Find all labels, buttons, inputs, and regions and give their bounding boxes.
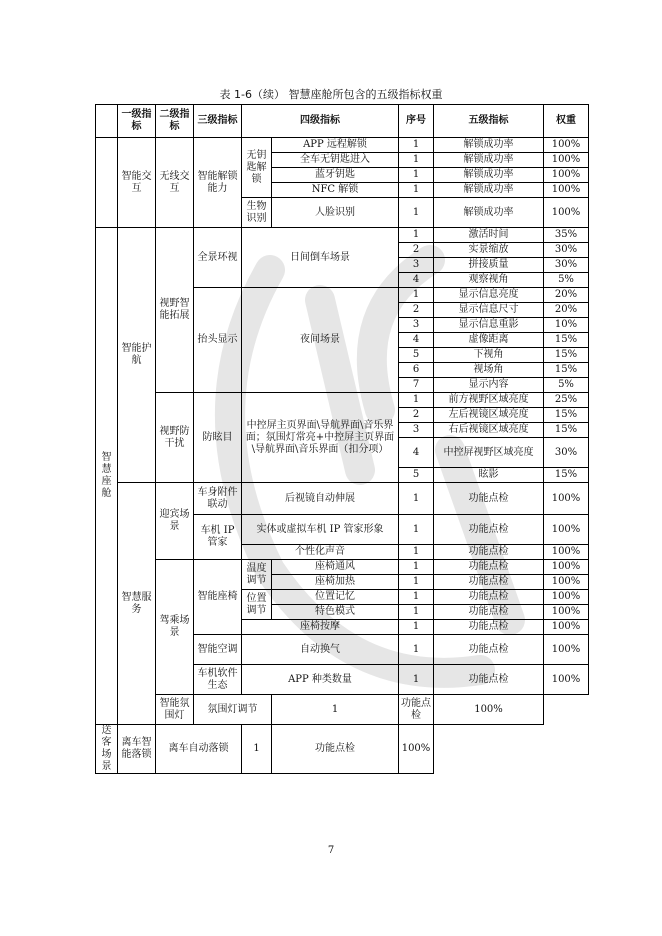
seq-cell: 3 (399, 258, 434, 273)
level5-cell: 解锁成功率 (434, 198, 544, 228)
level5-cell: 左后视镜区域亮度 (434, 408, 544, 423)
weight-cell: 20% (544, 288, 589, 303)
weight-cell: 15% (544, 348, 589, 363)
level5-cell: 右后视镜区域亮度 (434, 423, 544, 438)
level4-group-cell: 温度调节 (242, 560, 272, 590)
level5-cell: 功能点检 (434, 635, 544, 665)
seq-cell: 4 (399, 333, 434, 348)
weight-cell: 100% (544, 545, 589, 560)
level3-cell: 车机软件生态 (194, 665, 242, 695)
level3-cell: 车身附件联动 (194, 483, 242, 515)
level2-cell: 视野智能拓展 (156, 228, 194, 393)
level5-cell: 功能点检 (434, 665, 544, 695)
weight-cell: 30% (544, 243, 589, 258)
seq-cell: 2 (399, 408, 434, 423)
col-header-blank (96, 105, 118, 138)
col-header-l4: 四级指标 (242, 105, 399, 138)
seq-cell: 1 (399, 288, 434, 303)
weight-cell: 100% (544, 560, 589, 575)
level5-cell: 显示信息尺寸 (434, 303, 544, 318)
col-header-l3: 三级指标 (194, 105, 242, 138)
seq-cell: 1 (399, 605, 434, 620)
weight-cell: 100% (544, 605, 589, 620)
level4-cell: APP 种类数量 (242, 665, 399, 695)
level0-cell: 智慧座舱 (96, 228, 118, 725)
level4-cell: 实体或虚拟车机 IP 管家形象 (242, 515, 399, 545)
weight-cell: 15% (544, 408, 589, 423)
level2-cell: 驾乘场景 (156, 560, 194, 695)
col-header-l1: 一级指标 (118, 105, 156, 138)
weight-cell: 100% (544, 575, 589, 590)
seq-cell: 1 (399, 198, 434, 228)
level0-cell (96, 138, 118, 228)
level5-cell: 功能点检 (434, 605, 544, 620)
level5-cell: 解锁成功率 (434, 168, 544, 183)
header-row (96, 105, 589, 138)
level1-cell: 智能护航 (118, 228, 156, 483)
level5-cell: 激活时间 (434, 228, 544, 243)
table-row (96, 393, 589, 408)
seq-cell: 3 (399, 423, 434, 438)
col-header-l2: 二级指标 (156, 105, 194, 138)
seq-cell: 4 (399, 438, 434, 468)
seq-cell: 1 (399, 635, 434, 665)
level5-cell: 功能点检 (434, 620, 544, 635)
level4-cell: 氛围灯调节 (194, 695, 272, 725)
level3-cell: 抬头显示 (194, 288, 242, 393)
level4-cell: 离车自动落锁 (156, 725, 242, 774)
level4-cell: 个性化声音 (242, 545, 399, 560)
weight-cell: 100% (544, 138, 589, 153)
table-row (96, 560, 589, 575)
level4-group-cell: 位置调节 (242, 590, 272, 620)
level3-cell: 防眩目 (194, 393, 242, 483)
seq-cell: 7 (399, 378, 434, 393)
table-row (96, 483, 589, 515)
seq-cell: 3 (399, 318, 434, 333)
seq-cell: 1 (399, 665, 434, 695)
col-header-no: 序号 (399, 105, 434, 138)
level4-cell: 中控屏主页界面\导航界面\音乐界面；氛围灯常亮+中控屏主页界面\导航界面\音乐界面（扣分项） (242, 393, 399, 483)
level4-cell: 日间倒车场景 (242, 228, 399, 288)
level3-cell: 智能座椅 (194, 560, 242, 635)
level5-cell: 解锁成功率 (434, 183, 544, 198)
level2-cell: 送客场景 (96, 725, 118, 774)
level3-cell: 车机 IP 管家 (194, 515, 242, 560)
weight-cell: 100% (544, 515, 589, 545)
weight-cell: 30% (544, 258, 589, 273)
level4-cell: 位置记忆 (272, 590, 399, 605)
level5-cell: 实景缩放 (434, 243, 544, 258)
level2-cell: 迎宾场景 (156, 483, 194, 560)
level4-cell: 自动换气 (242, 635, 399, 665)
level3-cell: 离车智能落锁 (118, 725, 156, 774)
seq-cell: 1 (399, 620, 434, 635)
weight-cell: 100% (544, 590, 589, 605)
level4-cell: 人脸识别 (272, 198, 399, 228)
seq-cell: 1 (399, 168, 434, 183)
page-number: 7 (327, 845, 335, 856)
level4-cell: NFC 解锁 (272, 183, 399, 198)
level4-cell: 后视镜自动伸展 (242, 483, 399, 515)
level5-cell: 拼接质量 (434, 258, 544, 273)
seq-cell: 5 (399, 468, 434, 483)
level3-cell: 全景环视 (194, 228, 242, 288)
level5-cell: 虚像距离 (434, 333, 544, 348)
seq-cell: 5 (399, 348, 434, 363)
seq-cell: 4 (399, 273, 434, 288)
weight-cell: 15% (544, 363, 589, 378)
col-header-weight: 权重 (544, 105, 589, 138)
weight-cell: 5% (544, 273, 589, 288)
seq-cell: 1 (399, 560, 434, 575)
weight-cell: 15% (544, 423, 589, 438)
weight-cell: 25% (544, 393, 589, 408)
seq-cell: 6 (399, 363, 434, 378)
level5-cell: 解锁成功率 (434, 153, 544, 168)
weight-cell: 100% (434, 695, 544, 725)
table-row (96, 138, 589, 153)
level5-cell: 下视角 (434, 348, 544, 363)
weight-cell: 100% (544, 168, 589, 183)
weight-cell: 30% (544, 438, 589, 468)
table-caption: 表 1-6（续） 智慧座舱所包含的五级指标权重 (219, 88, 443, 101)
level4-cell: 特色模式 (272, 605, 399, 620)
weight-cell: 100% (544, 483, 589, 515)
seq-cell: 1 (399, 483, 434, 515)
seq-cell: 1 (399, 138, 434, 153)
weight-cell: 100% (544, 198, 589, 228)
level5-cell: 功能点检 (434, 483, 544, 515)
level3-cell: 智能空调 (194, 635, 242, 665)
level5-cell: 显示信息亮度 (434, 288, 544, 303)
level5-cell: 前方视野区域亮度 (434, 393, 544, 408)
level4-cell: 蓝牙钥匙 (272, 168, 399, 183)
seq-cell: 1 (399, 575, 434, 590)
level3-cell: 智能氛围灯 (156, 695, 194, 725)
weight-cell: 100% (544, 665, 589, 695)
level4-group-cell: 无钥匙解锁 (242, 138, 272, 198)
weight-cell: 100% (544, 153, 589, 168)
level2-cell: 无线交互 (156, 138, 194, 228)
seq-cell: 1 (399, 183, 434, 198)
table-row (96, 725, 589, 774)
level5-cell: 功能点检 (272, 725, 399, 774)
weight-cell: 15% (544, 333, 589, 348)
seq-cell: 1 (399, 515, 434, 545)
weight-cell: 35% (544, 228, 589, 243)
seq-cell: 1 (242, 725, 272, 774)
weight-cell: 20% (544, 303, 589, 318)
level5-cell: 功能点检 (434, 575, 544, 590)
seq-cell: 1 (399, 545, 434, 560)
level5-cell: 功能点检 (399, 695, 434, 725)
table-row (96, 695, 589, 725)
weight-cell: 15% (544, 468, 589, 483)
level1-cell: 智能交互 (118, 138, 156, 228)
weight-cell: 100% (544, 635, 589, 665)
level5-cell: 功能点检 (434, 560, 544, 575)
seq-cell: 1 (399, 590, 434, 605)
level4-cell: APP 远程解锁 (272, 138, 399, 153)
index-weight-table (95, 104, 589, 774)
level4-cell: 座椅通风 (272, 560, 399, 575)
level5-cell: 功能点检 (434, 590, 544, 605)
seq-cell: 1 (399, 393, 434, 408)
level5-cell: 功能点检 (434, 545, 544, 560)
level4-cell: 全车无钥匙进入 (272, 153, 399, 168)
level5-cell: 观察视角 (434, 273, 544, 288)
level4-group-cell: 生物识别 (242, 198, 272, 228)
level3-cell: 智能解锁能力 (194, 138, 242, 228)
seq-cell: 1 (399, 228, 434, 243)
level4-cell: 夜间场景 (242, 288, 399, 393)
seq-cell: 1 (272, 695, 399, 725)
weight-cell: 100% (399, 725, 434, 774)
level5-cell: 视场角 (434, 363, 544, 378)
level5-cell: 中控屏视野区域亮度 (434, 438, 544, 468)
col-header-l5: 五级指标 (434, 105, 544, 138)
level1-cell: 智慧服务 (118, 483, 156, 725)
level5-cell: 功能点检 (434, 515, 544, 545)
weight-cell: 100% (544, 183, 589, 198)
seq-cell: 2 (399, 243, 434, 258)
seq-cell: 1 (399, 153, 434, 168)
level4-cell: 座椅按摩 (242, 620, 399, 635)
level5-cell: 眩影 (434, 468, 544, 483)
seq-cell: 2 (399, 303, 434, 318)
table-row (96, 228, 589, 243)
level5-cell: 显示内容 (434, 378, 544, 393)
level4-cell: 座椅加热 (272, 575, 399, 590)
level2-cell: 视野防干扰 (156, 393, 194, 483)
weight-cell: 5% (544, 378, 589, 393)
level5-cell: 显示信息重影 (434, 318, 544, 333)
level5-cell: 解锁成功率 (434, 138, 544, 153)
weight-cell: 100% (544, 620, 589, 635)
weight-cell: 10% (544, 318, 589, 333)
